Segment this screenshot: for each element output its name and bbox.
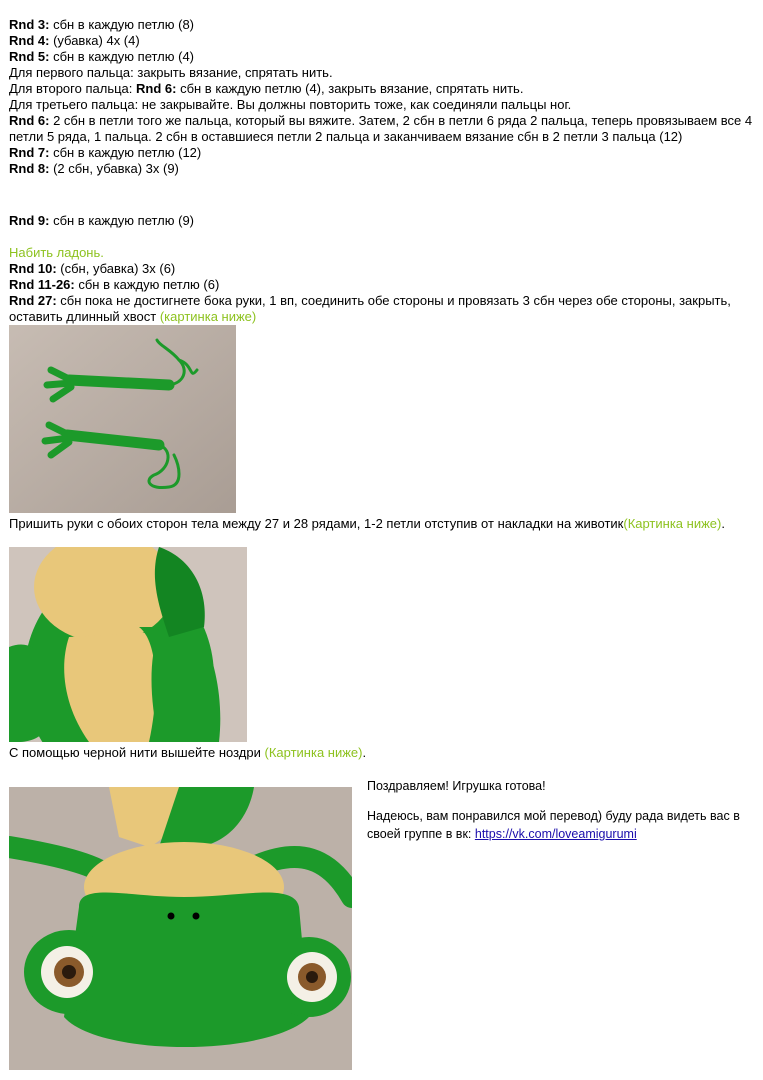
row-text: сбн в каждую петлю (4)	[49, 49, 195, 64]
pattern-row	[9, 17, 754, 33]
pattern-row-27	[9, 293, 754, 325]
finger-one-text: Для первого пальца: закрыть вязание, спрятать нить.	[9, 65, 333, 80]
vk-group-link[interactable]: https://vk.com/loveamigurumi	[474, 827, 637, 841]
row-label: Rnd 6:	[9, 113, 50, 128]
stuff-palm-note: Набить ладонь.	[9, 245, 104, 260]
row-label: Rnd 7:	[9, 145, 50, 160]
row-label: Rnd 10:	[9, 261, 57, 276]
finger-two-text	[9, 81, 754, 97]
picture-below-note: (Картинка ниже)	[623, 516, 722, 531]
row-text: сбн в каждую петлю (8)	[49, 17, 195, 32]
row-text: сбн в каждую петлю (6)	[74, 277, 220, 292]
body-illustration	[9, 547, 247, 742]
row-label: Rnd 8:	[9, 161, 50, 176]
closing-text	[367, 777, 757, 843]
pattern-row	[9, 33, 754, 49]
frog-face-photo	[9, 787, 352, 1070]
row-label: Rnd 6:	[136, 81, 177, 96]
hope-sentence: Надеюсь, вам понравился мой перевод) буду рада видеть вас в своей группе в вк:	[367, 809, 740, 841]
row-label: Rnd 9:	[9, 213, 50, 228]
row-label: Rnd 27:	[9, 293, 57, 308]
nostrils-sentence: С помощью черной нити вышейте ноздри	[9, 745, 265, 760]
pattern-row-10	[9, 261, 754, 277]
picture-below-note: (Картинка ниже)	[264, 745, 363, 760]
congrats-text: Поздравляем! Игрушка готова!	[367, 779, 546, 793]
pattern-top	[9, 17, 754, 177]
row-label: Rnd 4:	[9, 33, 50, 48]
row-label: Rnd 3:	[9, 17, 50, 32]
pattern-row-9	[9, 213, 754, 229]
arms-illustration	[9, 325, 236, 513]
sentence-end: .	[362, 745, 367, 760]
hope-text	[367, 807, 757, 843]
row-text: сбн в каждую петлю (4), закрыть вязание, спрятать нить.	[176, 81, 524, 96]
body-photo	[9, 547, 247, 742]
row-text: сбн в каждую петлю (12)	[49, 145, 202, 160]
finger-two-pre: Для второго пальца:	[9, 81, 136, 96]
sew-arms-text	[9, 516, 754, 532]
pattern-middle	[9, 245, 754, 325]
arms-photo	[9, 325, 236, 513]
row-text: 2 сбн в петли того же пальца, который вы вяжите. Затем, 2 сбн в петли 6 ряда 2 пальца, теперь провязываем все 4 петли 5 ряда, 1 пальца. 2 сбн в оставшиеся петли 2 пальца и заканчиваем вязание сбн в 2 петли 3 пальца (12)	[9, 113, 753, 144]
finger-three-text: Для третьего пальца: не закрывайте. Вы должны повторить тоже, как соединяли пальцы ног.	[9, 97, 572, 112]
pattern-row-11-26	[9, 277, 754, 293]
row-text: (убавка) 4х (4)	[49, 33, 140, 48]
pattern-row-7	[9, 145, 754, 161]
sew-arms-sentence: Пришить руки с обоих сторон тела между 27 и 28 рядами, 1-2 петли отступив от накладки на животик	[9, 516, 624, 531]
picture-below-note: (картинка ниже)	[159, 309, 257, 324]
frog-face-illustration	[9, 787, 352, 1070]
pattern-row-8	[9, 161, 754, 177]
pattern-row-6	[9, 113, 754, 145]
pattern-row	[9, 49, 754, 65]
row-label: Rnd 5:	[9, 49, 50, 64]
row-label: Rnd 11-26:	[9, 277, 75, 292]
row-text: сбн в каждую петлю (9)	[49, 213, 195, 228]
row-text: (2 сбн, убавка) 3х (9)	[49, 161, 179, 176]
row-text: (сбн, убавка) 3х (6)	[56, 261, 176, 276]
nostrils-text	[9, 745, 754, 761]
row-text: сбн пока не достигнете бока руки, 1 вп, соединить обе стороны и провязать 3 сбн через обе стороны, закрыть, оставить длинный хвост	[9, 293, 731, 324]
sentence-end: .	[721, 516, 725, 531]
